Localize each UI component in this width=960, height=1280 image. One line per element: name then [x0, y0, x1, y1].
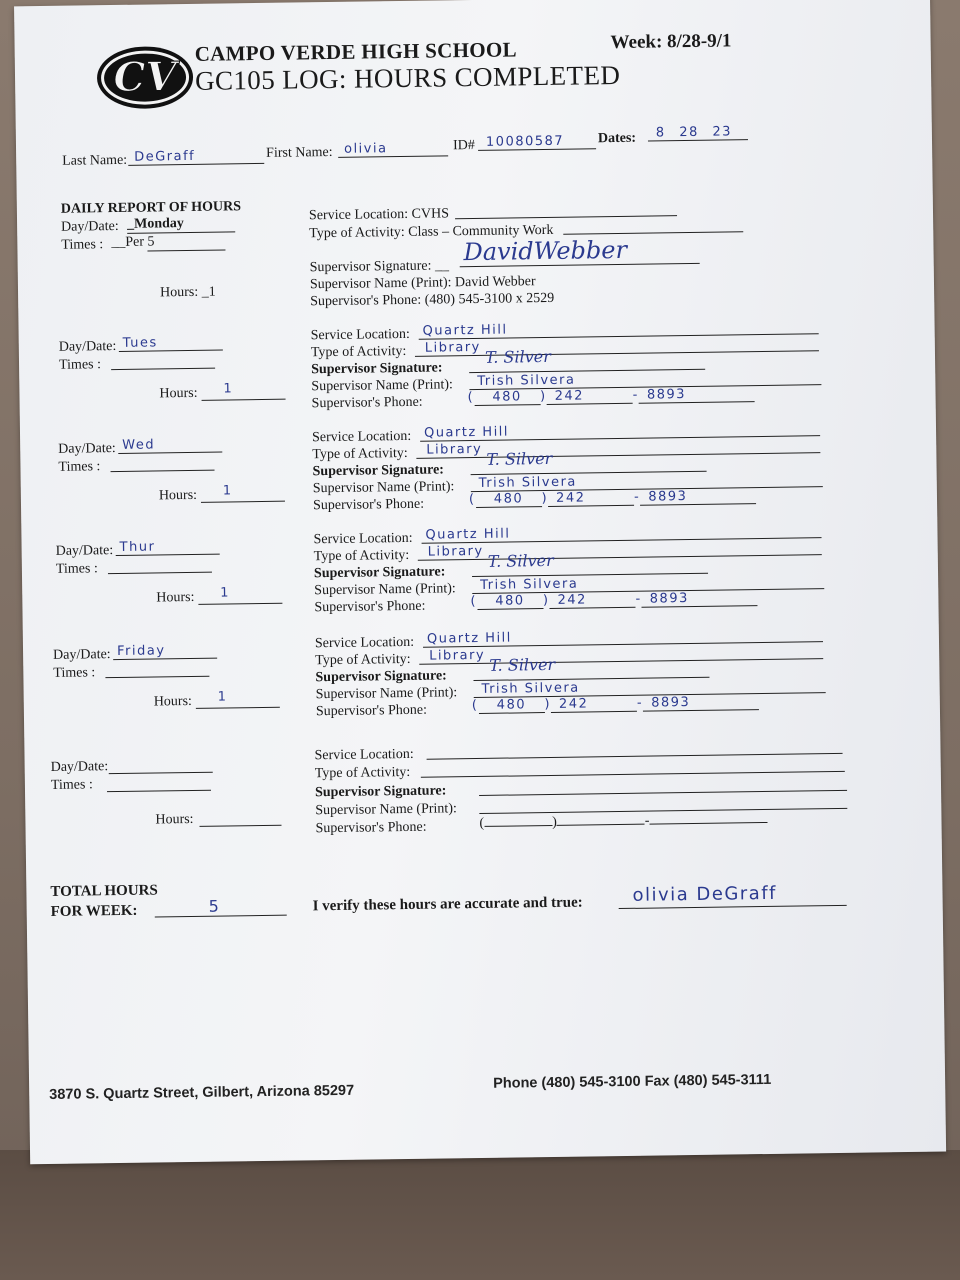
- blank-phone-label: Supervisor's Phone:: [315, 819, 427, 837]
- phone-prefix: 242: [548, 490, 634, 507]
- supervisor-phone-value: ( 480 ) 242 - 8893: [472, 694, 760, 714]
- supervisor-name-label: Supervisor Name (Print):: [311, 377, 454, 395]
- report-heading: DAILY REPORT OF HOURS: [60, 199, 242, 217]
- day-label: Day/Date:: [58, 441, 116, 457]
- supervisor-phone-label: Supervisor's Phone:: [314, 598, 426, 616]
- day-line: [118, 452, 222, 454]
- first-name-value: olivia: [343, 141, 388, 157]
- signature-line: [471, 471, 707, 475]
- activity-value: Library: [426, 441, 483, 458]
- day-line: [116, 554, 220, 556]
- times-line: [108, 572, 212, 574]
- dates-label: Dates:: [597, 130, 637, 147]
- phone-prefix: 242: [551, 696, 637, 713]
- hours-line: [196, 707, 280, 709]
- footer-address: 3870 S. Quartz Street, Gilbert, Arizona 85297: [49, 1082, 355, 1104]
- service-location-label: Service Location:: [313, 530, 413, 548]
- supervisor-signature-label: Supervisor Signature:: [313, 564, 446, 582]
- times-label: Times :: [58, 357, 102, 373]
- supervisor-signature: T. Silver: [489, 654, 556, 675]
- id-label: ID#: [452, 137, 475, 154]
- day-label: Day/Date:: [58, 339, 117, 355]
- blank-phone-paren: ( ) -: [479, 812, 767, 832]
- logo-text: CV: [113, 53, 177, 102]
- signature-line: [473, 677, 709, 681]
- hours-label: Hours:: [159, 385, 198, 402]
- activity-label: Type of Activity:: [310, 343, 407, 361]
- service-location-value: Quartz Hill: [423, 424, 510, 441]
- hours-line: [198, 603, 282, 605]
- times-line: [111, 368, 215, 370]
- hours-value: 1: [217, 689, 228, 705]
- supervisor-phone-label: Supervisor's Phone:: [315, 702, 428, 720]
- signature-line: [469, 369, 705, 373]
- id-value: 10080587: [485, 133, 565, 150]
- times-line: [111, 470, 215, 472]
- supervisor-name-value: Trish Silvera: [481, 680, 580, 697]
- phone-area: 480: [478, 697, 544, 714]
- day-value: Wed: [122, 437, 156, 453]
- hours-line: [201, 501, 285, 503]
- service-location-value: Quartz Hill: [425, 526, 511, 543]
- activity-label: Type of Activity:: [315, 651, 411, 669]
- monday-activity-line: [563, 231, 743, 235]
- monday-times-label: Times :: [61, 237, 104, 253]
- last-name-label: Last Name:: [62, 152, 128, 169]
- hours-label: Hours:: [156, 589, 195, 606]
- monday-times-value: __Per 5: [111, 234, 155, 251]
- total-hours-line: [155, 915, 287, 918]
- service-location-value: Quartz Hill: [426, 630, 512, 647]
- dates-line: [648, 139, 748, 141]
- signature-line: [472, 573, 708, 577]
- log-sheet: [14, 0, 946, 1164]
- supervisor-signature: T. Silver: [487, 550, 554, 571]
- monday-supervisor-phone: Supervisor's Phone: (480) 545-3100 x 2529: [310, 290, 555, 310]
- times-label: Times :: [55, 561, 98, 577]
- phone-area: 480: [477, 593, 543, 610]
- background-floor: [0, 1150, 960, 1280]
- blank-activity-label: Type of Activity:: [314, 764, 411, 782]
- blank-location-label: Service Location:: [314, 746, 414, 764]
- supervisor-signature-label: Supervisor Signature:: [315, 668, 447, 686]
- week-range: Week: 8/28-9/1: [610, 30, 732, 54]
- hours-value: 1: [223, 381, 234, 397]
- monday-signature: DavidWebber: [463, 235, 628, 267]
- monday-service-location: Service Location: CVHS: [308, 206, 450, 224]
- verify-label: I verify these hours are accurate and true:: [312, 894, 583, 915]
- supervisor-name-value: Trish Silvera: [478, 474, 577, 491]
- monday-location-line: [455, 215, 677, 219]
- blank-hours-line: [200, 825, 282, 827]
- blank-times-label: Times :: [50, 777, 93, 793]
- service-location-label: Service Location:: [314, 634, 415, 652]
- supervisor-name-value: Trish Silvera: [480, 576, 579, 593]
- activity-value: Library: [427, 543, 484, 560]
- first-name-label: First Name:: [266, 144, 333, 161]
- supervisor-phone-label: Supervisor's Phone:: [311, 394, 423, 412]
- hours-value: 1: [222, 483, 233, 499]
- last-name-value: DeGraff: [134, 148, 196, 165]
- phone-line: 8893: [639, 386, 755, 404]
- supervisor-name-value: Trish Silvera: [477, 372, 576, 389]
- supervisor-phone-label: Supervisor's Phone:: [312, 496, 425, 514]
- supervisor-signature: T. Silver: [484, 346, 551, 367]
- monday-times-line: [147, 249, 225, 251]
- blank-day-line: [109, 772, 213, 774]
- first-name-line: [338, 155, 448, 158]
- phone-prefix: 242: [547, 388, 633, 405]
- supervisor-phone-value: ( 480 ) 242 - 8893: [470, 590, 758, 610]
- activity-value: Library: [429, 647, 486, 664]
- phone-prefix: 242: [549, 592, 635, 609]
- activity-label: Type of Activity:: [313, 547, 410, 565]
- supervisor-name-label: Supervisor Name (Print):: [314, 581, 456, 599]
- supervisor-signature-label: Supervisor Signature:: [312, 462, 445, 480]
- day-label: Day/Date:: [53, 647, 111, 663]
- supervisor-name-label: Supervisor Name (Print):: [312, 479, 455, 497]
- day-value: Tues: [122, 335, 158, 351]
- school-logo: [95, 44, 196, 111]
- phone-line: 8893: [643, 694, 759, 712]
- service-location-label: Service Location:: [310, 326, 410, 344]
- hours-label: Hours:: [158, 487, 198, 504]
- phone-line: 8893: [642, 590, 758, 608]
- times-label: Times :: [53, 665, 96, 681]
- monday-day-line: [127, 231, 235, 234]
- day-label: Day/Date:: [55, 543, 114, 559]
- supervisor-signature: T. Silver: [486, 448, 553, 469]
- day-value: Friday: [116, 643, 166, 660]
- day-line: [113, 658, 217, 660]
- dates-value: 8 28 23: [655, 124, 733, 141]
- school-name: CAMPO VERDE HIGH SCHOOL: [194, 37, 518, 66]
- supervisor-phone-value: ( 480 ) 242 - 8893: [467, 386, 755, 406]
- activity-value: Library: [424, 339, 481, 356]
- hours-value: 1: [220, 585, 231, 601]
- monday-activity: Type of Activity: Class – Community Work: [309, 222, 554, 242]
- footer-phone: Phone (480) 545-3100 Fax (480) 545-3111: [493, 1071, 772, 1092]
- phone-area: 480: [474, 389, 540, 406]
- phone-area: 480: [475, 491, 541, 508]
- times-label: Times :: [58, 459, 101, 475]
- blank-location-line: [427, 753, 843, 760]
- hours-line: [202, 399, 286, 401]
- verify-signature: olivia DeGraff: [632, 882, 778, 906]
- blank-day-label: Day/Date:: [50, 759, 109, 775]
- monday-supervisor-name: Supervisor Name (Print): David Webber: [309, 274, 536, 293]
- monday-day-label: Day/Date:: [61, 218, 119, 235]
- hours-label: Hours:: [153, 693, 192, 710]
- service-location-value: Quartz Hill: [422, 322, 508, 339]
- supervisor-name-label: Supervisor Name (Print):: [315, 685, 458, 703]
- blank-signature-line: [479, 790, 847, 796]
- day-value: Thur: [119, 539, 156, 555]
- blank-activity-line: [421, 771, 845, 778]
- blank-times-line: [107, 790, 211, 792]
- blank-hours-label: Hours:: [155, 811, 194, 828]
- monday-day-value: _Monday: [126, 216, 184, 232]
- id-line: [478, 148, 596, 151]
- service-location-label: Service Location:: [311, 428, 412, 446]
- monday-signature-label: Supervisor Signature: __: [309, 258, 450, 276]
- total-hours-label-2: FOR WEEK:: [50, 902, 138, 920]
- monday-hours: Hours: _1: [159, 284, 216, 301]
- activity-label: Type of Activity:: [312, 445, 408, 463]
- total-hours-label-1: TOTAL HOURS: [50, 882, 158, 900]
- page-title: GC105 LOG: HOURS COMPLETED: [194, 59, 621, 96]
- total-hours-value: 5: [208, 896, 221, 916]
- times-line: [105, 676, 209, 678]
- supervisor-signature-label: Supervisor Signature:: [311, 360, 443, 378]
- day-line: [119, 350, 223, 352]
- blank-signature-label: Supervisor Signature:: [314, 783, 447, 801]
- supervisor-phone-value: ( 480 ) 242 - 8893: [469, 488, 757, 508]
- blank-name-label: Supervisor Name (Print):: [315, 801, 457, 819]
- phone-line: 8893: [640, 488, 756, 506]
